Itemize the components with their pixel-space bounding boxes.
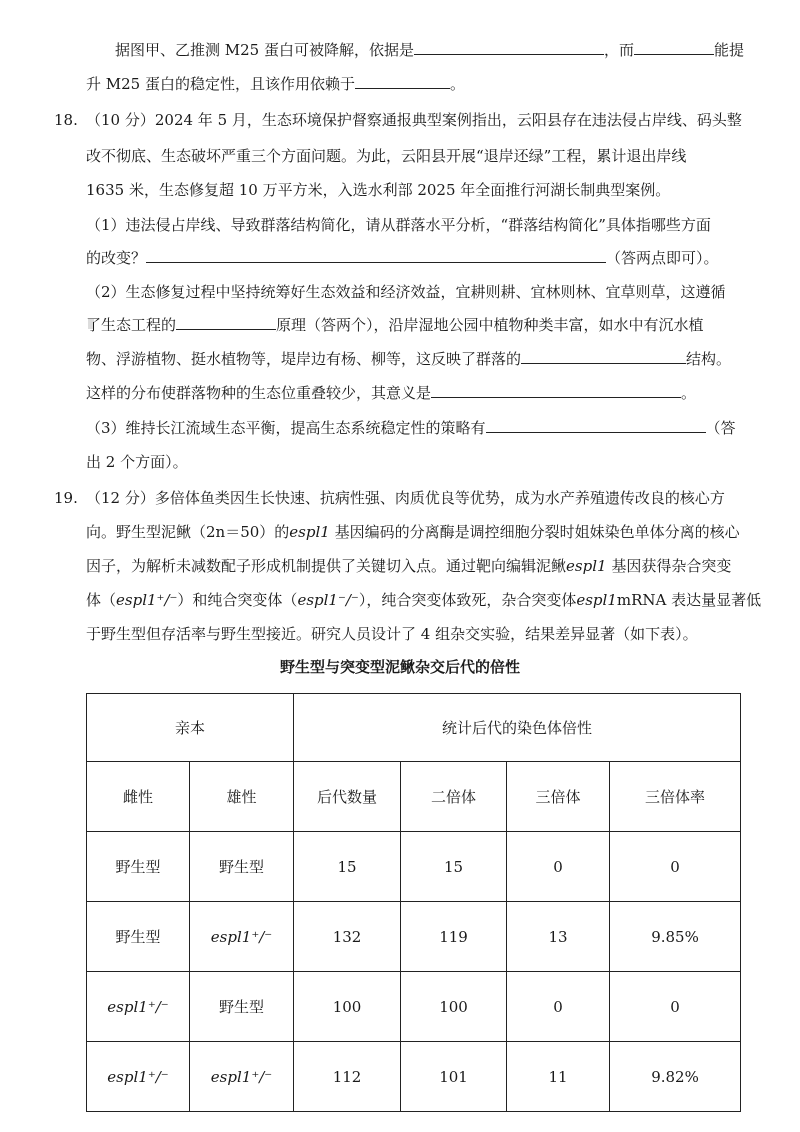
q18-part2-line3: 物、浮游植物、挺水植物等，堤岸边有杨、柳等，这反映了群落的 结构。	[86, 347, 731, 370]
table-row	[87, 972, 741, 1042]
table-cell: 野生型	[87, 902, 190, 972]
table-cell: 15	[401, 832, 507, 902]
q19-number: 19.	[54, 489, 78, 507]
table-row	[87, 1042, 741, 1112]
table-row	[87, 832, 741, 902]
q17-line1: 据图甲、乙推测 M25 蛋白可被降解，依据是 ，而 能提	[115, 38, 744, 61]
table-cell: 132	[294, 902, 401, 972]
stats-group-header: 统计后代的染色体倍性	[294, 694, 741, 762]
column-header: 二倍体	[401, 762, 507, 832]
answer-blank[interactable]	[521, 347, 686, 364]
table-cell: 野生型	[190, 832, 294, 902]
q17-line2: 升 M25 蛋白的稳定性，且该作用依赖于 。	[86, 72, 465, 95]
q19-line4: 体（espl1⁺/⁻）和纯合突变体（espl1⁻/⁻），纯合突变体致死，杂合突变体espl1mRNA 表达量显著低	[86, 591, 762, 609]
column-header: 三倍体	[507, 762, 610, 832]
q19-line1: （12 分）多倍体鱼类因生长快速、抗病性强、肉质优良等优势，成为水产养殖遗传改良的核心方	[86, 489, 725, 507]
table-cell: 100	[401, 972, 507, 1042]
q18-part1-line1: （1）违法侵占岸线、导致群落结构简化，请从群落水平分析，“群落结构简化”具体指哪些方面	[86, 216, 711, 234]
q19-line2: 向。野生型泥鳅（2n＝50）的espl1 基因编码的分离酶是调控细胞分裂时姐妹染色单体分离的核心	[86, 523, 740, 541]
table-cell: espl1⁺/⁻	[87, 972, 190, 1042]
answer-blank[interactable]	[146, 246, 606, 263]
answer-blank[interactable]	[176, 313, 276, 330]
table-cell: 0	[610, 832, 741, 902]
table-cell: espl1⁺/⁻	[190, 1042, 294, 1112]
q18-part3-line2: 出 2 个方面）。	[86, 453, 188, 471]
table-cell: 100	[294, 972, 401, 1042]
table-group-header-row	[87, 694, 741, 762]
table-cell: 15	[294, 832, 401, 902]
answer-blank[interactable]	[355, 72, 450, 89]
answer-blank[interactable]	[414, 38, 604, 55]
table-cell: 9.85%	[610, 902, 741, 972]
results-table	[86, 693, 741, 1112]
table-cell: 11	[507, 1042, 610, 1112]
q19-line5: 于野生型但存活率与野生型接近。研究人员设计了 4 组杂交实验，结果差异显著（如下表）。	[86, 625, 698, 643]
column-header: 雌性	[87, 762, 190, 832]
table-cell: 9.82%	[610, 1042, 741, 1112]
table-cell: 0	[507, 972, 610, 1042]
q18-stem-line1: （10 分）2024 年 5 月，生态环境保护督察通报典型案例指出，云阳县存在违法侵占岸线、码头整	[86, 111, 742, 129]
q18-part2-line1: （2）生态修复过程中坚持统筹好生态效益和经济效益，宜耕则耕、宜林则林、宜草则草，这遵循	[86, 283, 726, 301]
table-header-row	[87, 762, 741, 832]
table-cell: 101	[401, 1042, 507, 1112]
q19-line3: 因子，为解析未减数配子形成机制提供了关键切入点。通过靶向编辑泥鳅espl1 基因获得杂合突变	[86, 557, 732, 575]
table-cell: 0	[507, 832, 610, 902]
q18-part1-line2: 的改变？ （答两点即可）。	[86, 246, 719, 269]
table-cell: 0	[610, 972, 741, 1042]
answer-blank[interactable]	[431, 381, 681, 398]
q18-number: 18.	[54, 111, 78, 129]
table-cell: 13	[507, 902, 610, 972]
parents-group-header: 亲本	[87, 694, 294, 762]
q18-part2-line2: 了生态工程的 原理（答两个），沿岸湿地公园中植物种类丰富，如水中有沉水植	[86, 313, 704, 336]
answer-blank[interactable]	[486, 416, 706, 433]
table-row	[87, 902, 741, 972]
column-header: 雄性	[190, 762, 294, 832]
table-cell: 野生型	[190, 972, 294, 1042]
column-header: 后代数量	[294, 762, 401, 832]
table-cell: espl1⁺/⁻	[190, 902, 294, 972]
table-cell: 野生型	[87, 832, 190, 902]
q18-stem-line2: 改不彻底、生态破坏严重三个方面问题。为此，云阳县开展“退岸还绿”工程，累计退出岸线	[86, 147, 687, 165]
q18-part3-line1: （3）维持长江流域生态平衡，提高生态系统稳定性的策略有 （答	[86, 416, 736, 439]
q18-part2-line4: 这样的分布使群落物种的生态位重叠较少，其意义是 。	[86, 381, 696, 404]
column-header: 三倍体率	[610, 762, 741, 832]
table-caption: 野生型与突变型泥鳅杂交后代的倍性	[279, 658, 520, 676]
table-cell: 119	[401, 902, 507, 972]
q18-stem-line3: 1635 米，生态修复超 10 万平方米，入选水利部 2025 年全面推行河湖长制典型案例。	[86, 181, 671, 199]
table-cell: 112	[294, 1042, 401, 1112]
table-cell: espl1⁺/⁻	[87, 1042, 190, 1112]
answer-blank[interactable]	[634, 38, 714, 55]
